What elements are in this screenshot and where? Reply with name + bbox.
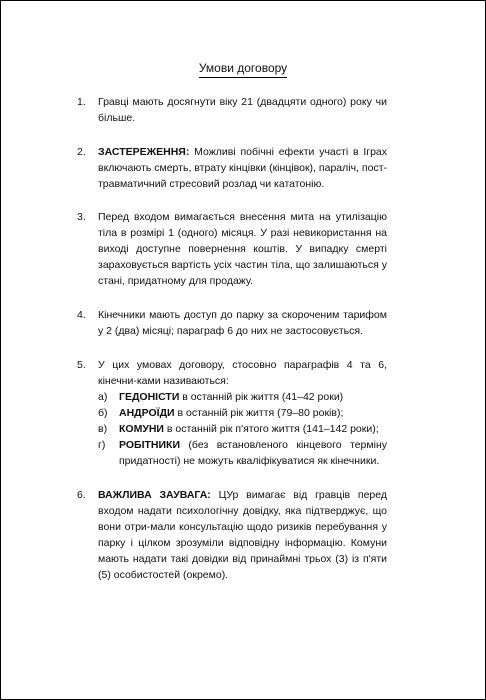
sub-item-label: АНДРОЇДИ — [119, 407, 175, 419]
clause-number: 2. — [77, 146, 86, 158]
clause-number: 5. — [77, 359, 86, 371]
page-title: Умови договору — [1, 61, 485, 75]
clause-5 — [77, 357, 387, 469]
sub-item-label: РОБІТНИКИ — [119, 439, 180, 451]
sub-item-letter: б) — [98, 407, 108, 419]
clause-number: 6. — [77, 489, 86, 501]
clause-label: ВАЖЛИВА ЗАУВАГА: — [98, 489, 211, 501]
clause-text: Перед входом вимагається внесення мита на утилізацію тіла в розмірі 1 (одного) місяця. У разі невикористання на виході доступне повернення коштів. У випадку смерті зараховується вартість усіх частин тіла, що залишаються у стані, придатному для продажу. — [98, 211, 387, 287]
clause-1 — [77, 94, 387, 126]
clause-number: 4. — [77, 309, 86, 321]
clause-text: ВАЖЛИВА ЗАУВАГА: ЦУр вимагає від гравців перед входом надати психологічну довідку, яка підтверджує, що вони отри-мали консультацію щодо ризиків перебування у парку і цілком зрозуміли відповідну інформацію. Комуни мають надати такі довідки від принаймні трьох (3) із п'яти (5) особистостей (окремо). — [98, 489, 387, 581]
sub-item-letter: в) — [98, 423, 108, 435]
sub-item-letter: а) — [98, 391, 108, 403]
sub-item-letter: г) — [98, 439, 106, 451]
clause-text: Гравці мають досягнути віку 21 (двадцяти одного) року чи більше. — [98, 96, 387, 124]
sub-item-b: б) АНДРОЇДИ в останній рік життя (79–80 років); — [98, 407, 344, 419]
clause-4 — [77, 307, 387, 339]
clause-number: 3. — [77, 211, 86, 223]
clause-label: ЗАСТЕРЕЖЕННЯ: — [98, 146, 190, 158]
clause-number: 1. — [77, 96, 86, 108]
sub-item-v: в) КОМУНИ в останній рік п'ятого життя (141–142 роки); — [98, 423, 379, 435]
clause-3 — [77, 209, 387, 289]
sub-item-g: г) РОБІТНИКИ (без встановленого кінцевого терміну придатності) не можуть кваліфікуватися як кінечники. — [98, 439, 387, 467]
sub-item-label: ГЕДОНІСТИ — [119, 391, 180, 403]
clause-text: ЗАСТЕРЕЖЕННЯ: Можливі побічні ефекти участі в Іграх включають смерть, втрату кінцівки (кінцівок), параліч, пост-травматичний стресовий розлад чи кататонію. — [98, 146, 387, 190]
clause-2 — [77, 144, 387, 192]
sub-item-label: КОМУНИ — [119, 423, 164, 435]
clause-text: Кінечники мають доступ до парку за скороченим тарифом у 2 (два) місяці; параграф 6 до них не застосовується. — [98, 309, 387, 337]
clause-text: У цих умовах договору, стосовно параграфів 4 та 6, кінечни-ками називаються: — [98, 359, 387, 387]
clause-6 — [77, 487, 387, 583]
sub-item-a: а) ГЕДОНІСТИ в останній рік життя (41–42 роки) — [98, 391, 344, 403]
